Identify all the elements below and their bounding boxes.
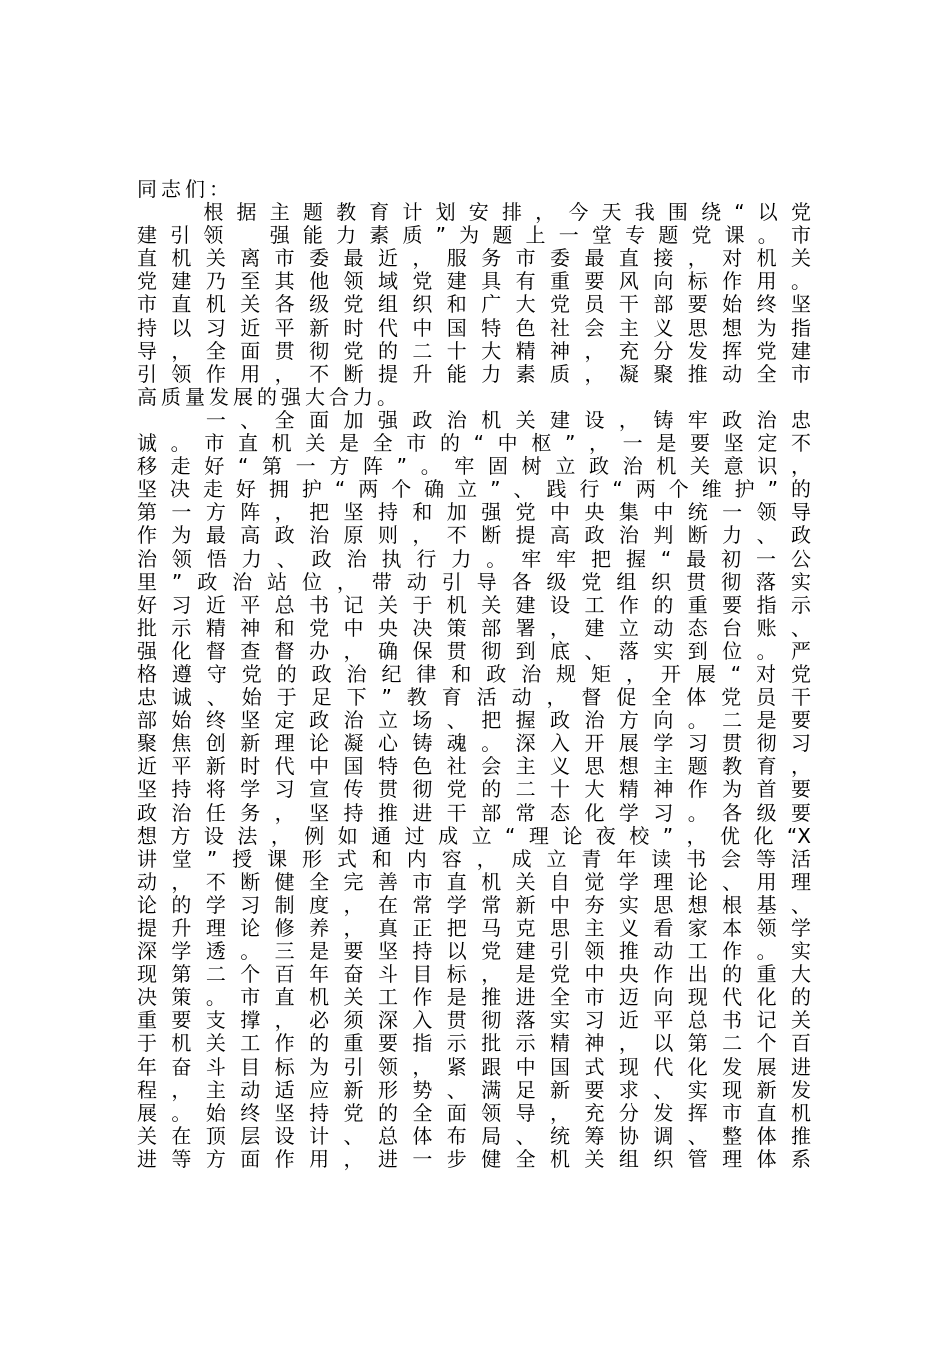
text-line: 坚决走好拥护“两个确立”、践行“两个维护”的 xyxy=(137,478,811,502)
text-line: 动，不断健全完善市直机关自觉学理论、用理 xyxy=(137,870,811,894)
text-line: 党建乃至其他领域党建具有重要风向标作用。 xyxy=(137,270,811,294)
text-line: 导，全面贯彻党的二十大精神，充分发挥党建 xyxy=(137,339,811,363)
text-line: 论的学习制度，在常学常新中夯实思想根基、 xyxy=(137,893,811,917)
text-line: 坚持将学习宣传贯彻党的二十大精神作为首要 xyxy=(137,778,811,802)
text-line: 聚焦创新理论凝心铸魂。深入开展学习贯彻习 xyxy=(137,732,811,756)
text-line: 直机关离市委最近，服务市委最直接，对机关 xyxy=(137,247,811,271)
text-line: 深学透。三是要坚持以党建引领推动工作。实 xyxy=(137,940,811,964)
text-line: 一、全面加强政治机关建设，铸牢政治忠 xyxy=(137,408,811,432)
text-line: 关在顶层设计、总体布局、统筹协调、整体推 xyxy=(137,1124,811,1148)
text-line: 部始终坚定政治立场、把握政治方向。二是要 xyxy=(137,709,811,733)
text-line: 作为最高政治原则，不断提高政治判断力、政 xyxy=(137,524,811,548)
text-line: 格遵守党的政治纪律和政治规矩，开展“对党 xyxy=(137,662,811,686)
text-line: 移走好“第一方阵”。牢固树立政治机关意识， xyxy=(137,455,811,479)
text-line: 引领作用，不断提升能力素质，凝聚推动全市 xyxy=(137,362,811,386)
text-line: 治领悟力、政治执行力。牢牢把握“最初一公 xyxy=(137,547,811,571)
text-line: 政治任务，坚持推进干部常态化学习。各级要 xyxy=(137,801,811,825)
text-line: 决策。市直机关工作是推进全市迈向现代化的 xyxy=(137,986,811,1010)
text-line: 年奋斗目标为引领，紧跟中国式现代化发展进 xyxy=(137,1055,811,1079)
text-line: 忠诚、始于足下”教育活动，督促全体党员干 xyxy=(137,686,811,710)
text-line: 程，主动适应新形势、满足新要求、实现新发 xyxy=(137,1078,811,1102)
text-line: 重要支撑，必须深入贯彻落实习近平总书记关 xyxy=(137,1009,811,1033)
text-line: 批示精神和党中央决策部署，建立动态台账、 xyxy=(137,616,811,640)
text-line: 第一方阵，把坚持和加强党中央集中统一领导 xyxy=(137,501,811,525)
text-line: 于机关工作的重要指示批示精神，以第二个百 xyxy=(137,1032,811,1056)
text-line: 进等方面作用，进一步健全机关组织管理体系 xyxy=(137,1147,811,1171)
text-line: 好习近平总书记关于机关建设工作的重要指示 xyxy=(137,593,811,617)
text-line: 展。始终坚持党的全面领导，充分发挥市直机 xyxy=(137,1101,811,1125)
text-line: 市直机关各级党组织和广大党员干部要始终坚 xyxy=(137,293,811,317)
text-line: 建引领 强能力素质”为题上一堂专题党课。市 xyxy=(137,224,811,248)
text-line: 高质量发展的强大合力。 xyxy=(137,385,401,409)
text-line: 近平新时代中国特色社会主义思想主题教育， xyxy=(137,755,811,779)
text-line: 现第二个百年奋斗目标，是党中央作出的重大 xyxy=(137,963,811,987)
text-line: 想方设法，例如通过成立“理论夜校”，优化“X xyxy=(137,824,811,848)
text-line: 根据主题教育计划安排，今天我围绕“以党 xyxy=(137,201,811,225)
text-line: 讲堂”授课形式和内容，成立青年读书会等活 xyxy=(137,847,811,871)
text-line: 提升理论修养，真正把马克思主义看家本领学 xyxy=(137,917,811,940)
text-line: 诚。市直机关是全市的“中枢”，一是要坚定不 xyxy=(137,432,811,456)
document-body xyxy=(137,178,811,1171)
text-line: 持以习近平新时代中国特色社会主义思想为指 xyxy=(137,316,811,340)
text-line: 里”政治站位，带动引导各级党组织贯彻落实 xyxy=(137,570,811,594)
text-line: 同志们： xyxy=(137,178,233,201)
text-line: 强化督查督办，确保贯彻到底、落实到位。严 xyxy=(137,639,811,663)
